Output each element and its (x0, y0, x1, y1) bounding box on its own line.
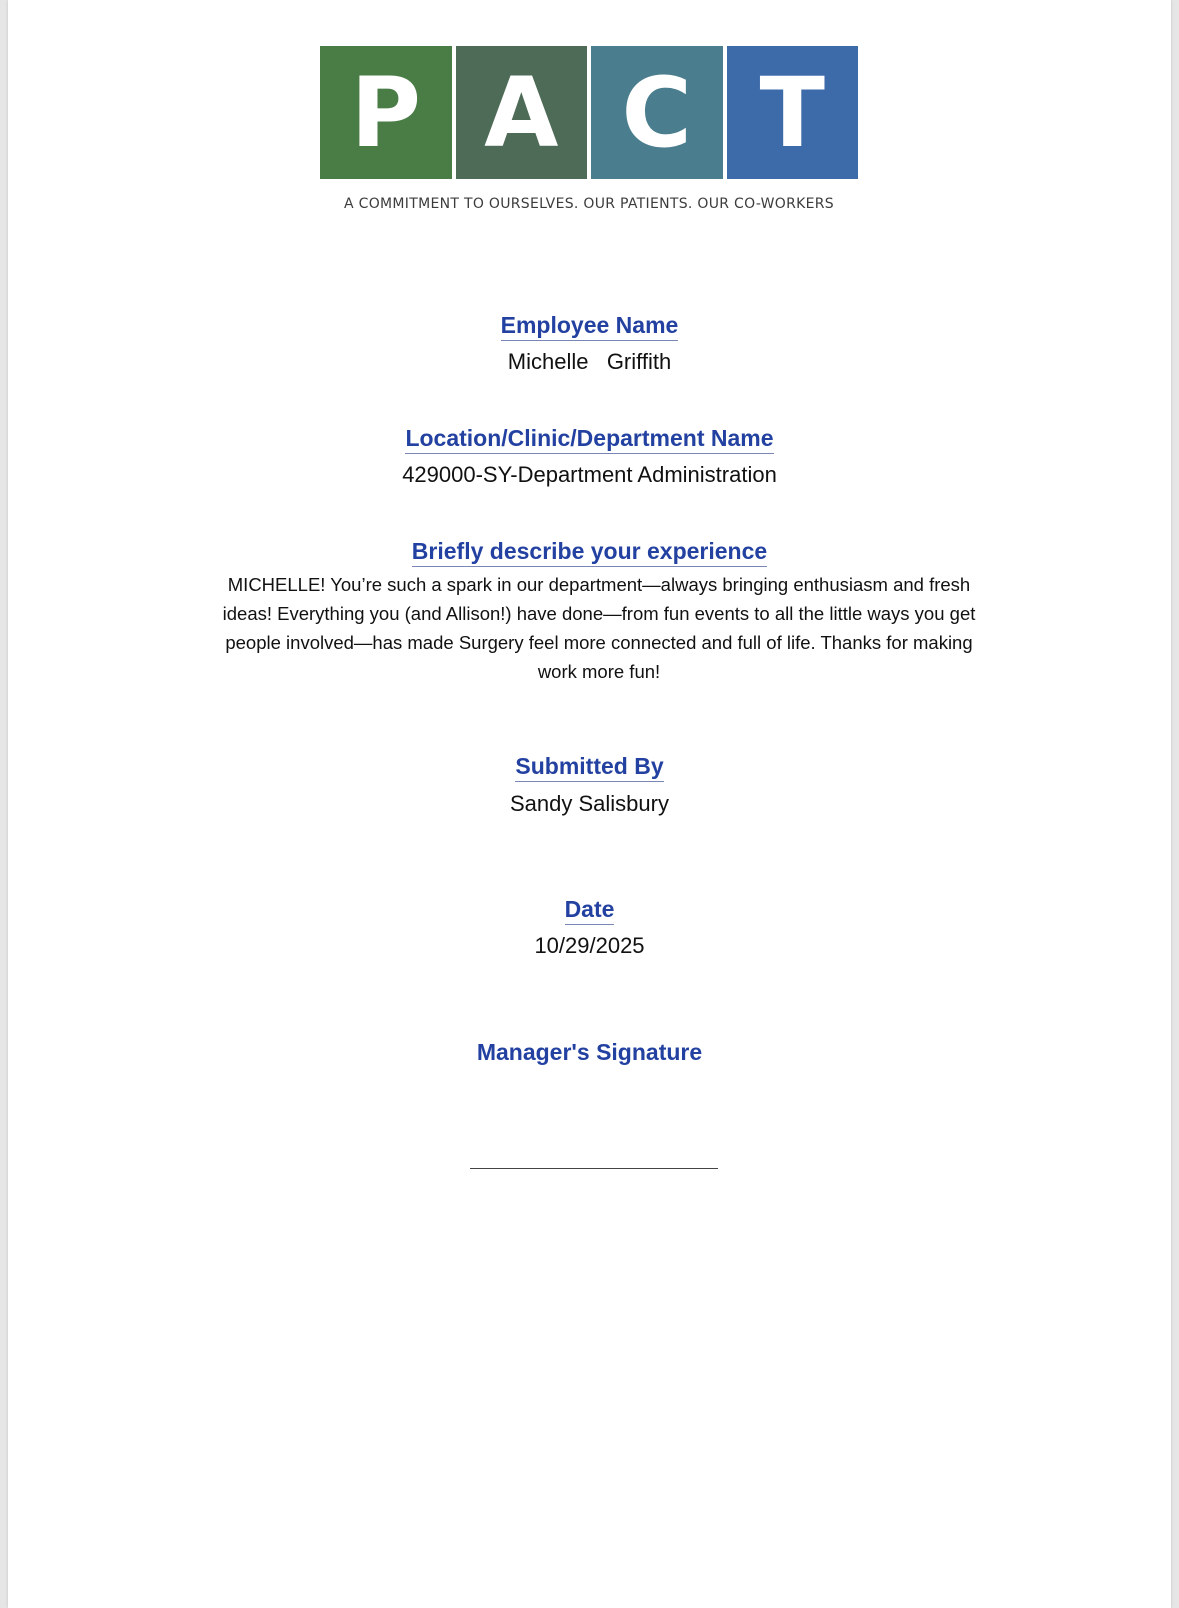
logo-tile-a: A (456, 46, 588, 179)
employee-name-heading (8, 311, 1171, 341)
logo-tile-t: T (727, 46, 859, 179)
manager-signature-heading (8, 1038, 1171, 1067)
date-label: Date (565, 895, 615, 925)
logo-tile-p: P (320, 46, 452, 179)
experience-label: Briefly describe your experience (412, 537, 767, 567)
pact-logo (320, 46, 858, 212)
location-label: Location/Clinic/Department Name (405, 424, 773, 454)
date-heading (8, 895, 1171, 925)
logo-tagline: A COMMITMENT TO OURSELVES. OUR PATIENTS. OUR CO-WORKERS (344, 196, 834, 212)
date-value: 10/29/2025 (534, 933, 645, 958)
experience-heading (8, 537, 1171, 567)
employee-name-value: Michelle Griffith (507, 349, 672, 374)
experience-text: MICHELLE! You’re such a spark in our department—always bringing enthusiasm and fresh ideas! Everything you (and Allison!) have done—from fun events to all the little ways you get people involved—has made Surgery feel more connected and full of life. Thanks for making work more fun! (222, 574, 976, 682)
signature-line (470, 1168, 718, 1169)
submitted-by-value: Sandy Salisbury (510, 791, 669, 816)
submitted-by-heading (8, 752, 1171, 782)
manager-signature-label: Manager's Signature (476, 1039, 703, 1065)
submitted-by-label: Submitted By (515, 752, 663, 782)
logo-tile-c: C (591, 46, 723, 179)
logo-tiles (320, 46, 858, 179)
document-page (8, 0, 1171, 1608)
location-heading (8, 424, 1171, 454)
location-value: 429000-SY-Department Administration (402, 462, 777, 487)
employee-name-label: Employee Name (501, 311, 679, 341)
